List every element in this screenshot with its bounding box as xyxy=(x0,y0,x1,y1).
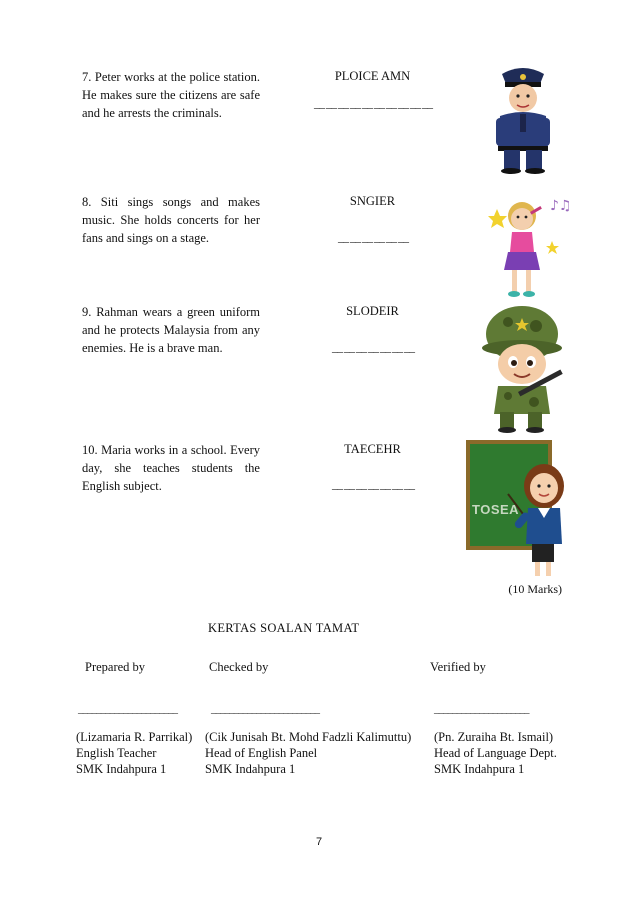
signature-role: Head of Language Dept. xyxy=(434,746,557,760)
soldier-illustration xyxy=(478,302,570,434)
question-8-answer-blank[interactable]: __ __ __ __ __ __ xyxy=(338,230,408,244)
question-7-answer-blank[interactable]: __ __ __ __ __ __ __ __ __ __ xyxy=(314,96,432,110)
question-7-scrambled-word: PLOICE AMN xyxy=(334,69,411,83)
signature-prepared-heading: Prepared by xyxy=(85,660,146,674)
svg-text:♪♫: ♪♫ xyxy=(550,198,572,214)
question-7-text: 7. Peter works at the police station. He makes sure the citizens are safe and he arrests the criminals. xyxy=(82,70,260,120)
singer-illustration xyxy=(484,194,572,302)
signature-name: (Pn. Zuraiha Bt. Ismail) xyxy=(434,730,554,744)
question-10-text: 10. Maria works in a school. Every day, she teaches students the English subject. xyxy=(82,443,260,493)
question-10-scrambled-word: TAECEHR xyxy=(344,442,401,456)
question-9-answer-blank[interactable]: __ __ __ __ __ __ __ xyxy=(332,340,414,354)
signature-school: SMK Indahpura 1 xyxy=(434,762,525,776)
question-8-scrambled-word: SNGIER xyxy=(349,194,396,208)
signature-checked-block xyxy=(205,729,411,777)
signature-role: Head of English Panel xyxy=(205,746,318,760)
signature-role: English Teacher xyxy=(76,746,157,760)
question-10-answer-blank[interactable]: __ __ __ __ __ __ __ xyxy=(332,477,414,491)
signature-checked-line: ________________________ xyxy=(211,703,319,715)
signature-verified-heading: Verified by xyxy=(430,660,486,674)
teacher-illustration xyxy=(506,458,576,580)
signature-name: (Cik Junisah Bt. Mohd Fadzli Kalimuttu) xyxy=(205,730,412,744)
question-8-text: 8. Siti sings songs and makes music. She holds concerts for her fans and sings on a stage. xyxy=(82,195,260,245)
signature-school: SMK Indahpura 1 xyxy=(76,762,167,776)
signature-checked-heading: Checked by xyxy=(209,660,269,674)
signature-name: (Lizamaria R. Parrikal) xyxy=(76,730,193,744)
page-number: 7 xyxy=(315,836,323,848)
signature-verified-block xyxy=(434,729,557,777)
end-of-paper-title: KERTAS SOALAN TAMAT xyxy=(208,621,360,635)
question-9-text: 9. Rahman wears a green uniform and he protects Malaysia from any enemies. He is a brave man. xyxy=(82,305,260,355)
signature-prepared-line: ______________________ xyxy=(78,703,177,715)
signature-verified-line: _____________________ xyxy=(434,703,529,715)
signature-school: SMK Indahpura 1 xyxy=(205,762,296,776)
police-officer-illustration xyxy=(490,66,556,174)
total-marks: (10 Marks) xyxy=(508,582,562,596)
question-9-scrambled-word: SLODEIR xyxy=(346,304,399,318)
signature-prepared-block xyxy=(76,729,192,777)
chalkboard-text: TOSEA xyxy=(472,502,520,517)
